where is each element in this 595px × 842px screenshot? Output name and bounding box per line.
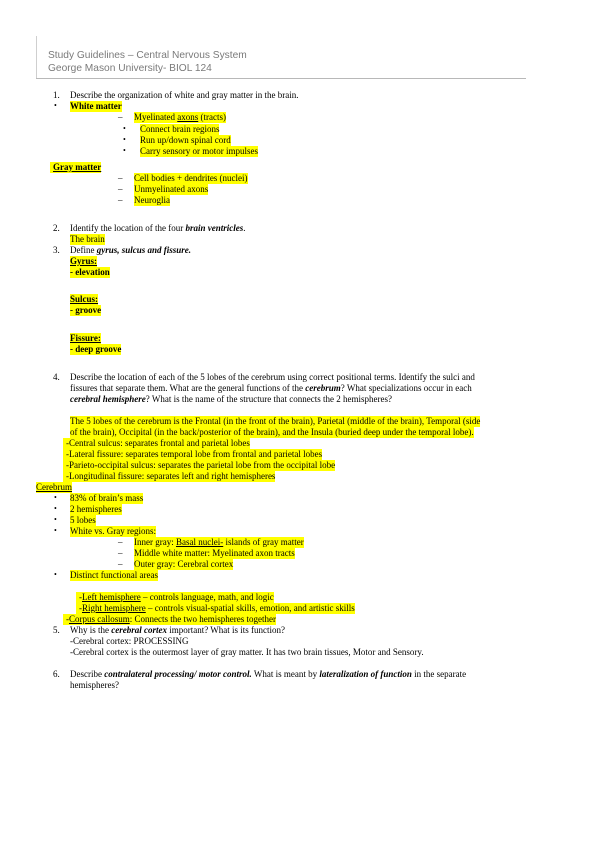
dash-icon: – xyxy=(118,195,123,205)
middle-white-line: Middle white matter: Myelinated axon tracts xyxy=(134,548,295,558)
gyrus-definition: - elevation xyxy=(70,267,110,277)
q4-text-line2: fissures that separate them. What are the general functions of the cerebrum? What specializations occur in each xyxy=(70,383,472,393)
bullet-icon: • xyxy=(123,124,126,133)
q4-answer-line2: of the brain), Occipital (in the back/posterior of the brain), and the Insula (buried deep under the temporal lobe). xyxy=(70,427,474,437)
q5-number: 5. xyxy=(53,625,60,635)
q1-text: Describe the organization of white and gray matter in the brain. xyxy=(70,90,299,100)
q4-answer-line1: The 5 lobes of the cerebrum is the Frontal (in the front of the brain), Parietal (middle of the brain), Temporal (side xyxy=(70,416,481,426)
q2-text: Identify the location of the four brain ventricles. xyxy=(70,223,246,233)
q5-text: Why is the cerebral cortex important? What is its function? xyxy=(70,625,286,635)
q6-text-line1: Describe contralateral processing/ motor control. What is meant by lateralization of function in the separate xyxy=(70,669,467,679)
fissure-definition: - deep groove xyxy=(70,344,122,354)
bullet-icon: • xyxy=(54,515,57,524)
sulcus-item: -Central sulcus: separates frontal and parietal lobes xyxy=(63,438,250,449)
q3-number: 3. xyxy=(53,245,60,255)
gm-item: Unmyelinated axons xyxy=(134,184,209,194)
sulcus-definition: - groove xyxy=(70,305,102,315)
cerebrum-item: 5 lobes xyxy=(70,515,96,525)
header-course: George Mason University- BIOL 124 xyxy=(48,62,212,74)
wm-item: Connect brain regions xyxy=(140,124,220,134)
distinct-areas: Distinct functional areas xyxy=(70,570,158,580)
inner-gray-line: Inner gray: Basal nuclei- islands of gray matter xyxy=(134,537,304,547)
gyrus-term: Gyrus: xyxy=(70,256,97,266)
right-hemisphere-line: -Right hemisphere – controls visual-spatial skills, emotion, and artistic skills xyxy=(76,603,355,614)
white-matter-label: White matter xyxy=(70,101,122,111)
cerebrum-item: 2 hemispheres xyxy=(70,504,122,514)
bullet-icon: • xyxy=(54,526,57,535)
q3-text: Define gyrus, sulcus and fissure. xyxy=(70,245,192,255)
q4-number: 4. xyxy=(53,372,60,382)
dash-icon: – xyxy=(118,184,123,194)
q6-number: 6. xyxy=(53,669,60,679)
q1-number: 1. xyxy=(53,90,60,100)
bullet-icon: • xyxy=(54,504,57,513)
bullet-icon: • xyxy=(54,101,57,110)
bullet-icon: • xyxy=(123,146,126,155)
dash-icon: – xyxy=(118,537,123,547)
q2-number: 2. xyxy=(53,223,60,233)
bullet-icon: • xyxy=(123,135,126,144)
corpus-callosum-line: -Corpus callosum: Connects the two hemispheres together xyxy=(63,614,276,625)
page-header xyxy=(48,50,247,75)
wm-item: Run up/down spinal cord xyxy=(140,135,231,145)
q2-answer: The brain xyxy=(70,234,105,244)
q6-text-line2: hemispheres? xyxy=(70,680,119,690)
sulcus-item: -Longitudinal fissure: separates left and right hemispheres xyxy=(63,471,275,482)
bullet-icon: • xyxy=(54,570,57,579)
gray-matter-label: Gray matter xyxy=(50,162,101,173)
q4-text-line1: Describe the location of each of the 5 lobes of the cerebrum using correct positional terms. Identify the sulci and xyxy=(70,372,475,382)
dash-icon: – xyxy=(118,548,123,558)
wm-item: Carry sensory or motor impulses xyxy=(140,146,258,156)
dash-icon: – xyxy=(118,173,123,183)
gm-item: Neuroglia xyxy=(134,195,170,205)
header-divider xyxy=(36,78,526,79)
q5-answer-1: -Cerebral cortex: PROCESSING xyxy=(70,636,189,646)
cerebrum-label: Cerebrum xyxy=(36,482,72,492)
sulcus-item: -Parieto-occipital sulcus: separates the parietal lobe from the occipital lobe xyxy=(63,460,335,471)
sulcus-item: -Lateral fissure: separates temporal lobe from frontal and parietal lobes xyxy=(63,449,322,460)
header-left-rule xyxy=(36,36,37,78)
cerebrum-item: 83% of brain’s mass xyxy=(70,493,144,503)
left-hemisphere-line: -Left hemisphere – controls language, math, and logic xyxy=(76,592,274,603)
outer-gray-line: Outer gray: Cerebral cortex xyxy=(134,559,234,569)
bullet-icon: • xyxy=(54,493,57,502)
dash-icon: – xyxy=(118,112,123,122)
q5-answer-2: -Cerebral cortex is the outermost layer of gray matter. It has two brain tissues, Motor and Sensory. xyxy=(70,647,424,657)
cerebrum-item: White vs. Gray regions: xyxy=(70,526,156,536)
dash-icon: – xyxy=(118,559,123,569)
sulcus-term: Sulcus: xyxy=(70,294,99,304)
header-title: Study Guidelines – Central Nervous System xyxy=(48,50,247,61)
fissure-term: Fissure: xyxy=(70,333,101,343)
gm-item: Cell bodies + dendrites (nuclei) xyxy=(134,173,248,183)
q4-text-line3: cerebral hemisphere? What is the name of the structure that connects the 2 hemispheres? xyxy=(70,394,392,404)
myelinated-line: Myelinated axons (tracts) xyxy=(134,112,226,122)
